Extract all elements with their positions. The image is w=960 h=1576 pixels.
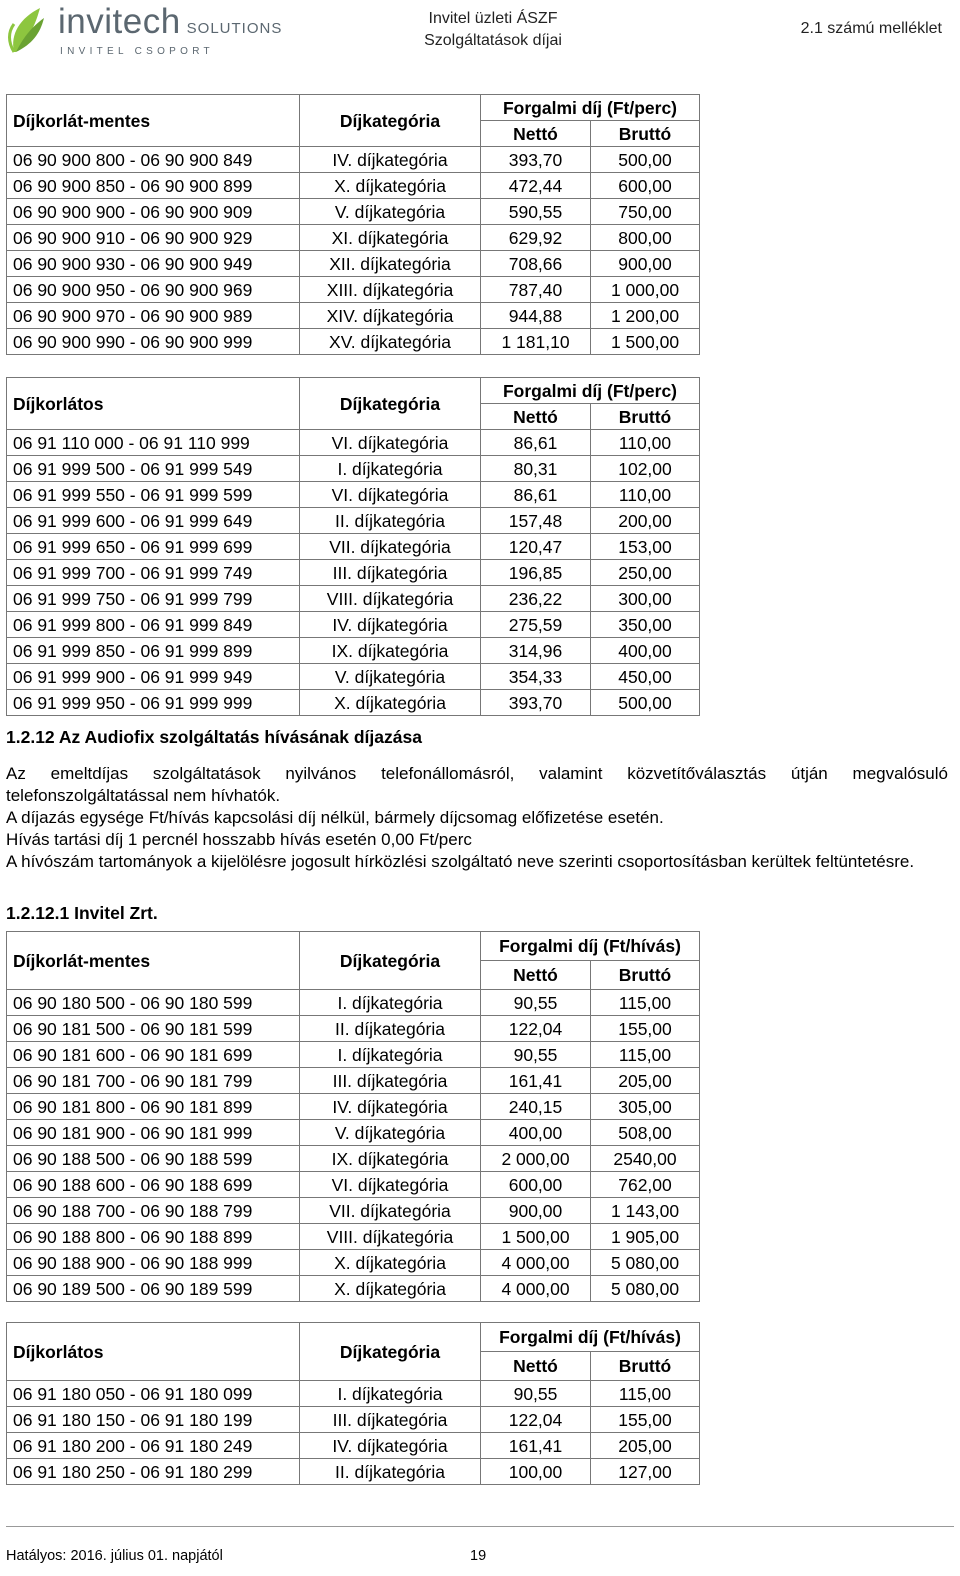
number-range: 06 90 180 500 - 06 90 180 599 xyxy=(7,990,300,1016)
gross-fee: 450,00 xyxy=(591,664,700,690)
number-range: 06 91 180 050 - 06 91 180 099 xyxy=(7,1381,300,1407)
table-row xyxy=(7,1016,700,1042)
gross-fee: 155,00 xyxy=(591,1407,700,1433)
fee-category: XI. díjkategória xyxy=(300,225,481,251)
table-row xyxy=(7,612,700,638)
number-range: 06 91 999 600 - 06 91 999 649 xyxy=(7,508,300,534)
table-row xyxy=(7,251,700,277)
column-header-category: Díjkategória xyxy=(300,95,481,147)
gross-fee: 155,00 xyxy=(591,1016,700,1042)
column-header-category: Díjkategória xyxy=(300,378,481,430)
gross-fee: 5 080,00 xyxy=(591,1250,700,1276)
page-number: 19 xyxy=(470,1548,487,1564)
table-row xyxy=(7,1381,700,1407)
gross-fee: 500,00 xyxy=(591,147,700,173)
gross-fee: 2540,00 xyxy=(591,1146,700,1172)
net-fee: 708,66 xyxy=(481,251,591,277)
column-header-range: Díjkorlátos xyxy=(7,1323,300,1381)
net-fee: 122,04 xyxy=(481,1407,591,1433)
net-fee: 354,33 xyxy=(481,664,591,690)
number-range: 06 90 188 600 - 06 90 188 699 xyxy=(7,1172,300,1198)
subsection-title: 1.2.12.1 Invitel Zrt. xyxy=(6,903,158,923)
table-row xyxy=(7,225,700,251)
fee-category: VII. díjkategória xyxy=(300,534,481,560)
number-range: 06 91 110 000 - 06 91 110 999 xyxy=(7,430,300,456)
net-fee: 80,31 xyxy=(481,456,591,482)
invitech-logo xyxy=(6,2,283,62)
net-fee: 122,04 xyxy=(481,1016,591,1042)
number-range: 06 90 900 910 - 06 90 900 929 xyxy=(7,225,300,251)
column-header-range: Díjkorlát-mentes xyxy=(7,932,300,990)
gross-fee: 110,00 xyxy=(591,482,700,508)
number-range: 06 90 188 800 - 06 90 188 899 xyxy=(7,1224,300,1250)
number-range: 06 91 999 700 - 06 91 999 749 xyxy=(7,560,300,586)
gross-fee: 153,00 xyxy=(591,534,700,560)
fee-table xyxy=(6,377,700,716)
leaf-icon xyxy=(6,4,52,56)
number-range: 06 90 900 990 - 06 90 900 999 xyxy=(7,329,300,355)
net-fee: 90,55 xyxy=(481,990,591,1016)
net-fee: 161,41 xyxy=(481,1433,591,1459)
net-fee: 120,47 xyxy=(481,534,591,560)
annex-label: 2.1 számú melléklet xyxy=(800,20,942,37)
net-fee: 393,70 xyxy=(481,147,591,173)
gross-fee: 110,00 xyxy=(591,430,700,456)
table-row xyxy=(7,277,700,303)
gross-fee: 1 200,00 xyxy=(591,303,700,329)
column-header-category: Díjkategória xyxy=(300,1323,481,1381)
table-row xyxy=(7,1172,700,1198)
table-row xyxy=(7,638,700,664)
gross-fee: 900,00 xyxy=(591,251,700,277)
number-range: 06 91 180 150 - 06 91 180 199 xyxy=(7,1407,300,1433)
fee-table xyxy=(6,931,700,1302)
section-title: 1.2.12 Az Audiofix szolgáltatás hívásának díjazása xyxy=(6,727,422,747)
gross-fee: 115,00 xyxy=(591,1042,700,1068)
gross-fee: 600,00 xyxy=(591,173,700,199)
fee-category: VI. díjkategória xyxy=(300,430,481,456)
net-fee: 1 500,00 xyxy=(481,1224,591,1250)
number-range: 06 91 999 950 - 06 91 999 999 xyxy=(7,690,300,716)
fee-category: XII. díjkategória xyxy=(300,251,481,277)
net-fee: 86,61 xyxy=(481,430,591,456)
gross-fee: 250,00 xyxy=(591,560,700,586)
column-header-range: Díjkorlát-mentes xyxy=(7,95,300,147)
table-row xyxy=(7,430,700,456)
number-range: 06 90 181 700 - 06 90 181 799 xyxy=(7,1068,300,1094)
net-fee: 393,70 xyxy=(481,690,591,716)
column-header-gross: Bruttó xyxy=(591,1352,700,1381)
table-row xyxy=(7,1146,700,1172)
fee-category: I. díjkategória xyxy=(300,990,481,1016)
number-range: 06 90 188 900 - 06 90 188 999 xyxy=(7,1250,300,1276)
gross-fee: 305,00 xyxy=(591,1094,700,1120)
fee-category: II. díjkategória xyxy=(300,508,481,534)
column-header-net: Nettó xyxy=(481,121,591,147)
table-row xyxy=(7,1094,700,1120)
number-range: 06 91 180 200 - 06 91 180 249 xyxy=(7,1433,300,1459)
gross-fee: 750,00 xyxy=(591,199,700,225)
fee-table xyxy=(6,94,700,355)
net-fee: 236,22 xyxy=(481,586,591,612)
fee-category: III. díjkategória xyxy=(300,1068,481,1094)
table-row xyxy=(7,586,700,612)
column-header-range: Díjkorlátos xyxy=(7,378,300,430)
fee-category: IV. díjkategória xyxy=(300,147,481,173)
table-row xyxy=(7,329,700,355)
fee-category: V. díjkategória xyxy=(300,199,481,225)
net-fee: 196,85 xyxy=(481,560,591,586)
fee-category: XV. díjkategória xyxy=(300,329,481,355)
header-title: Invitel üzleti ÁSZF Szolgáltatások díjai xyxy=(424,10,562,49)
net-fee: 400,00 xyxy=(481,1120,591,1146)
fee-category: XIII. díjkategória xyxy=(300,277,481,303)
table-row xyxy=(7,690,700,716)
fee-category: X. díjkategória xyxy=(300,690,481,716)
number-range: 06 91 999 550 - 06 91 999 599 xyxy=(7,482,300,508)
net-fee: 161,41 xyxy=(481,1068,591,1094)
table-row xyxy=(7,1198,700,1224)
column-header-net: Nettó xyxy=(481,404,591,430)
gross-fee: 300,00 xyxy=(591,586,700,612)
fee-category: IX. díjkategória xyxy=(300,1146,481,1172)
fee-category: VI. díjkategória xyxy=(300,482,481,508)
fee-category: X. díjkategória xyxy=(300,1276,481,1302)
number-range: 06 90 900 970 - 06 90 900 989 xyxy=(7,303,300,329)
column-header-fee: Forgalmi díj (Ft/hívás) xyxy=(481,1323,700,1352)
number-range: 06 90 188 500 - 06 90 188 599 xyxy=(7,1146,300,1172)
table-header-row xyxy=(7,95,700,121)
number-range: 06 90 181 800 - 06 90 181 899 xyxy=(7,1094,300,1120)
table-row xyxy=(7,199,700,225)
gross-fee: 127,00 xyxy=(591,1459,700,1485)
column-header-category: Díjkategória xyxy=(300,932,481,990)
table-row xyxy=(7,173,700,199)
gross-fee: 205,00 xyxy=(591,1068,700,1094)
table-row xyxy=(7,1250,700,1276)
gross-fee: 1 000,00 xyxy=(591,277,700,303)
column-header-net: Nettó xyxy=(481,1352,591,1381)
net-fee: 1 181,10 xyxy=(481,329,591,355)
fee-category: X. díjkategória xyxy=(300,173,481,199)
table-row xyxy=(7,560,700,586)
gross-fee: 1 905,00 xyxy=(591,1224,700,1250)
column-header-gross: Bruttó xyxy=(591,404,700,430)
fee-category: X. díjkategória xyxy=(300,1250,481,1276)
gross-fee: 762,00 xyxy=(591,1172,700,1198)
table-row xyxy=(7,1459,700,1485)
net-fee: 90,55 xyxy=(481,1042,591,1068)
table-row xyxy=(7,1224,700,1250)
net-fee: 787,40 xyxy=(481,277,591,303)
footer-divider xyxy=(6,1526,954,1527)
logo-wordmark: invitech SOLUTIONS xyxy=(58,2,283,41)
net-fee: 4 000,00 xyxy=(481,1250,591,1276)
table-row xyxy=(7,303,700,329)
number-range: 06 90 900 850 - 06 90 900 899 xyxy=(7,173,300,199)
number-range: 06 90 181 500 - 06 90 181 599 xyxy=(7,1016,300,1042)
net-fee: 90,55 xyxy=(481,1381,591,1407)
net-fee: 100,00 xyxy=(481,1459,591,1485)
net-fee: 314,96 xyxy=(481,638,591,664)
column-header-gross: Bruttó xyxy=(591,961,700,990)
table-row xyxy=(7,1407,700,1433)
gross-fee: 115,00 xyxy=(591,1381,700,1407)
fee-category: VI. díjkategória xyxy=(300,1172,481,1198)
gross-fee: 508,00 xyxy=(591,1120,700,1146)
fee-category: II. díjkategória xyxy=(300,1016,481,1042)
fee-category: IV. díjkategória xyxy=(300,1433,481,1459)
table-header-row xyxy=(7,378,700,404)
gross-fee: 1 143,00 xyxy=(591,1198,700,1224)
fee-category: VIII. díjkategória xyxy=(300,1224,481,1250)
number-range: 06 90 189 500 - 06 90 189 599 xyxy=(7,1276,300,1302)
fee-category: V. díjkategória xyxy=(300,1120,481,1146)
number-range: 06 91 999 800 - 06 91 999 849 xyxy=(7,612,300,638)
fee-category: I. díjkategória xyxy=(300,1042,481,1068)
net-fee: 2 000,00 xyxy=(481,1146,591,1172)
number-range: 06 91 999 900 - 06 91 999 949 xyxy=(7,664,300,690)
page-header xyxy=(0,0,960,72)
table-header-row xyxy=(7,1323,700,1352)
net-fee: 600,00 xyxy=(481,1172,591,1198)
table-row xyxy=(7,1276,700,1302)
gross-fee: 1 500,00 xyxy=(591,329,700,355)
net-fee: 275,59 xyxy=(481,612,591,638)
effective-date: Hatályos: 2016. július 01. napjától xyxy=(6,1548,223,1564)
logo-group-text: INVITEL CSOPORT xyxy=(60,46,214,57)
fee-category: I. díjkategória xyxy=(300,456,481,482)
net-fee: 472,44 xyxy=(481,173,591,199)
gross-fee: 5 080,00 xyxy=(591,1276,700,1302)
fee-category: II. díjkategória xyxy=(300,1459,481,1485)
fee-category: VII. díjkategória xyxy=(300,1198,481,1224)
gross-fee: 350,00 xyxy=(591,612,700,638)
table-row xyxy=(7,1042,700,1068)
table-row xyxy=(7,508,700,534)
gross-fee: 205,00 xyxy=(591,1433,700,1459)
gross-fee: 102,00 xyxy=(591,456,700,482)
table-row xyxy=(7,1120,700,1146)
number-range: 06 90 181 900 - 06 90 181 999 xyxy=(7,1120,300,1146)
table-row xyxy=(7,534,700,560)
number-range: 06 90 900 950 - 06 90 900 969 xyxy=(7,277,300,303)
table-row xyxy=(7,1433,700,1459)
fee-table xyxy=(6,1322,700,1485)
paragraph: Hívás tartási díj 1 percnél hosszabb hívás esetén 0,00 Ft/perc xyxy=(6,830,472,849)
fee-category: III. díjkategória xyxy=(300,1407,481,1433)
gross-fee: 400,00 xyxy=(591,638,700,664)
table-row xyxy=(7,990,700,1016)
fee-category: III. díjkategória xyxy=(300,560,481,586)
table-row xyxy=(7,482,700,508)
net-fee: 86,61 xyxy=(481,482,591,508)
table-row xyxy=(7,664,700,690)
column-header-net: Nettó xyxy=(481,961,591,990)
net-fee: 590,55 xyxy=(481,199,591,225)
gross-fee: 200,00 xyxy=(591,508,700,534)
fee-category: IV. díjkategória xyxy=(300,1094,481,1120)
table-row xyxy=(7,456,700,482)
fee-category: XIV. díjkategória xyxy=(300,303,481,329)
number-range: 06 90 188 700 - 06 90 188 799 xyxy=(7,1198,300,1224)
column-header-fee: Forgalmi díj (Ft/perc) xyxy=(481,95,700,121)
paragraph: A díjazás egysége Ft/hívás kapcsolási díj nélkül, bármely díjcsomag előfizetése esetén. xyxy=(6,808,664,827)
fee-category: VIII. díjkategória xyxy=(300,586,481,612)
net-fee: 240,15 xyxy=(481,1094,591,1120)
fee-category: IX. díjkategória xyxy=(300,638,481,664)
net-fee: 4 000,00 xyxy=(481,1276,591,1302)
number-range: 06 91 999 850 - 06 91 999 899 xyxy=(7,638,300,664)
gross-fee: 800,00 xyxy=(591,225,700,251)
number-range: 06 91 180 250 - 06 91 180 299 xyxy=(7,1459,300,1485)
gross-fee: 115,00 xyxy=(591,990,700,1016)
net-fee: 944,88 xyxy=(481,303,591,329)
fee-category: V. díjkategória xyxy=(300,664,481,690)
net-fee: 157,48 xyxy=(481,508,591,534)
gross-fee: 500,00 xyxy=(591,690,700,716)
section-text xyxy=(6,763,948,873)
net-fee: 900,00 xyxy=(481,1198,591,1224)
number-range: 06 90 181 600 - 06 90 181 699 xyxy=(7,1042,300,1068)
column-header-gross: Bruttó xyxy=(591,121,700,147)
column-header-fee: Forgalmi díj (Ft/perc) xyxy=(481,378,700,404)
paragraph: Az emeltdíjas szolgáltatások nyilvános telefonállomásról, valamint közvetítőválasztás útján megvalósuló telefonszolgáltatással nem hívhatók. xyxy=(6,764,948,805)
net-fee: 629,92 xyxy=(481,225,591,251)
number-range: 06 91 999 500 - 06 91 999 549 xyxy=(7,456,300,482)
fee-category: I. díjkategória xyxy=(300,1381,481,1407)
number-range: 06 90 900 930 - 06 90 900 949 xyxy=(7,251,300,277)
column-header-fee: Forgalmi díj (Ft/hívás) xyxy=(481,932,700,961)
number-range: 06 90 900 800 - 06 90 900 849 xyxy=(7,147,300,173)
number-range: 06 91 999 750 - 06 91 999 799 xyxy=(7,586,300,612)
table-header-row xyxy=(7,932,700,961)
paragraph: A hívószám tartományok a kijelölésre jogosult hírközlési szolgáltató neve szerinti csoportosításban kerültek feltüntetésre. xyxy=(6,852,915,871)
table-row xyxy=(7,1068,700,1094)
number-range: 06 90 900 900 - 06 90 900 909 xyxy=(7,199,300,225)
table-row xyxy=(7,147,700,173)
number-range: 06 91 999 650 - 06 91 999 699 xyxy=(7,534,300,560)
fee-category: IV. díjkategória xyxy=(300,612,481,638)
